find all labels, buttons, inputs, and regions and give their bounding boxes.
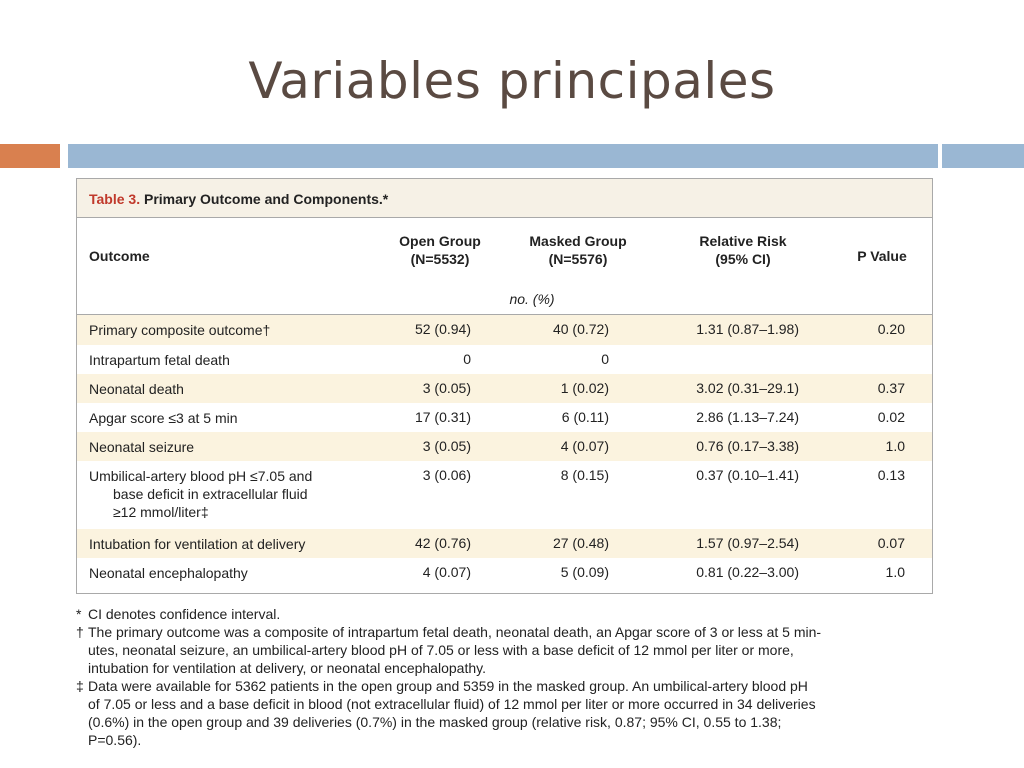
header-p-value: P Value bbox=[857, 248, 907, 264]
footnotes bbox=[76, 605, 936, 749]
table-row: Intrapartum fetal death 0 0 bbox=[89, 351, 609, 368]
accent-band-blue-right bbox=[942, 144, 1024, 168]
header-open-group: Open Group (N=5532) bbox=[399, 233, 481, 267]
table-row: Neonatal encephalopathy 4 (0.07) 5 (0.09) 0.81 (0.22–3.00) 1.0 bbox=[89, 564, 905, 581]
outcome-table bbox=[76, 178, 933, 594]
header-unit: no. (%) bbox=[509, 291, 555, 307]
header-outcome: Outcome bbox=[89, 248, 150, 264]
table-row: Neonatal seizure 3 (0.05) 4 (0.07) 0.76 (0.17–3.38) 1.0 bbox=[77, 432, 932, 461]
accent-band-blue bbox=[68, 144, 938, 168]
table-row: Intubation for ventilation at delivery 42 (0.76) 27 (0.48) 1.57 (0.97–2.54) 0.07 bbox=[77, 529, 932, 558]
table-row: Neonatal death 3 (0.05) 1 (0.02) 3.02 (0.31–29.1) 0.37 bbox=[77, 374, 932, 403]
table-row: Apgar score ≤3 at 5 min 17 (0.31) 6 (0.11) 2.86 (1.13–7.24) 0.02 bbox=[89, 409, 905, 426]
accent-band-orange bbox=[0, 144, 60, 168]
header-masked-group: Masked Group (N=5576) bbox=[529, 233, 627, 267]
table-header bbox=[77, 218, 932, 315]
table-label: Table 3. bbox=[89, 191, 141, 207]
footnote: * CI denotes confidence interval. bbox=[76, 606, 281, 622]
footnote: † The primary outcome was a composite of intrapartum fetal death, neonatal death, an Apgar score of 3 or less at 5 min- utes, neonatal seizure, an umbilical-artery blood pH of 7.05 or less with a base deficit of 12 mmol per liter or more, intubation for ventilation at delivery, or neonatal encephalopathy. bbox=[76, 624, 822, 676]
table-title-text: Primary Outcome and Components.* bbox=[143, 191, 389, 207]
table-row: Umbilical-artery blood pH ≤7.05 and base deficit in extracellular fluid ≥12 mmol/liter‡ 3 (0.06) 8 (0.15) 0.37 (0.10–1.41) 0.13 bbox=[89, 467, 905, 520]
footnote: ‡ Data were available for 5362 patients in the open group and 5359 in the masked group. An umbilical-artery blood pH of 7.05 or less and a base deficit in blood (not extracellular fluid) of 12 mmol per liter or more occurred in 34 deliveries (0.6%) in the open group and 39 deliveries (0.7%) in the masked group (relative risk, 0.87; 95% CI, 0.55 to 1.38; P=0.56). bbox=[76, 678, 816, 748]
table-row: Primary composite outcome† 52 (0.94) 40 (0.72) 1.31 (0.87–1.98) 0.20 bbox=[77, 315, 932, 345]
header-relative-risk: Relative Risk (95% CI) bbox=[699, 233, 787, 267]
slide-title: Variables principales bbox=[248, 52, 776, 110]
table-title bbox=[77, 179, 932, 218]
